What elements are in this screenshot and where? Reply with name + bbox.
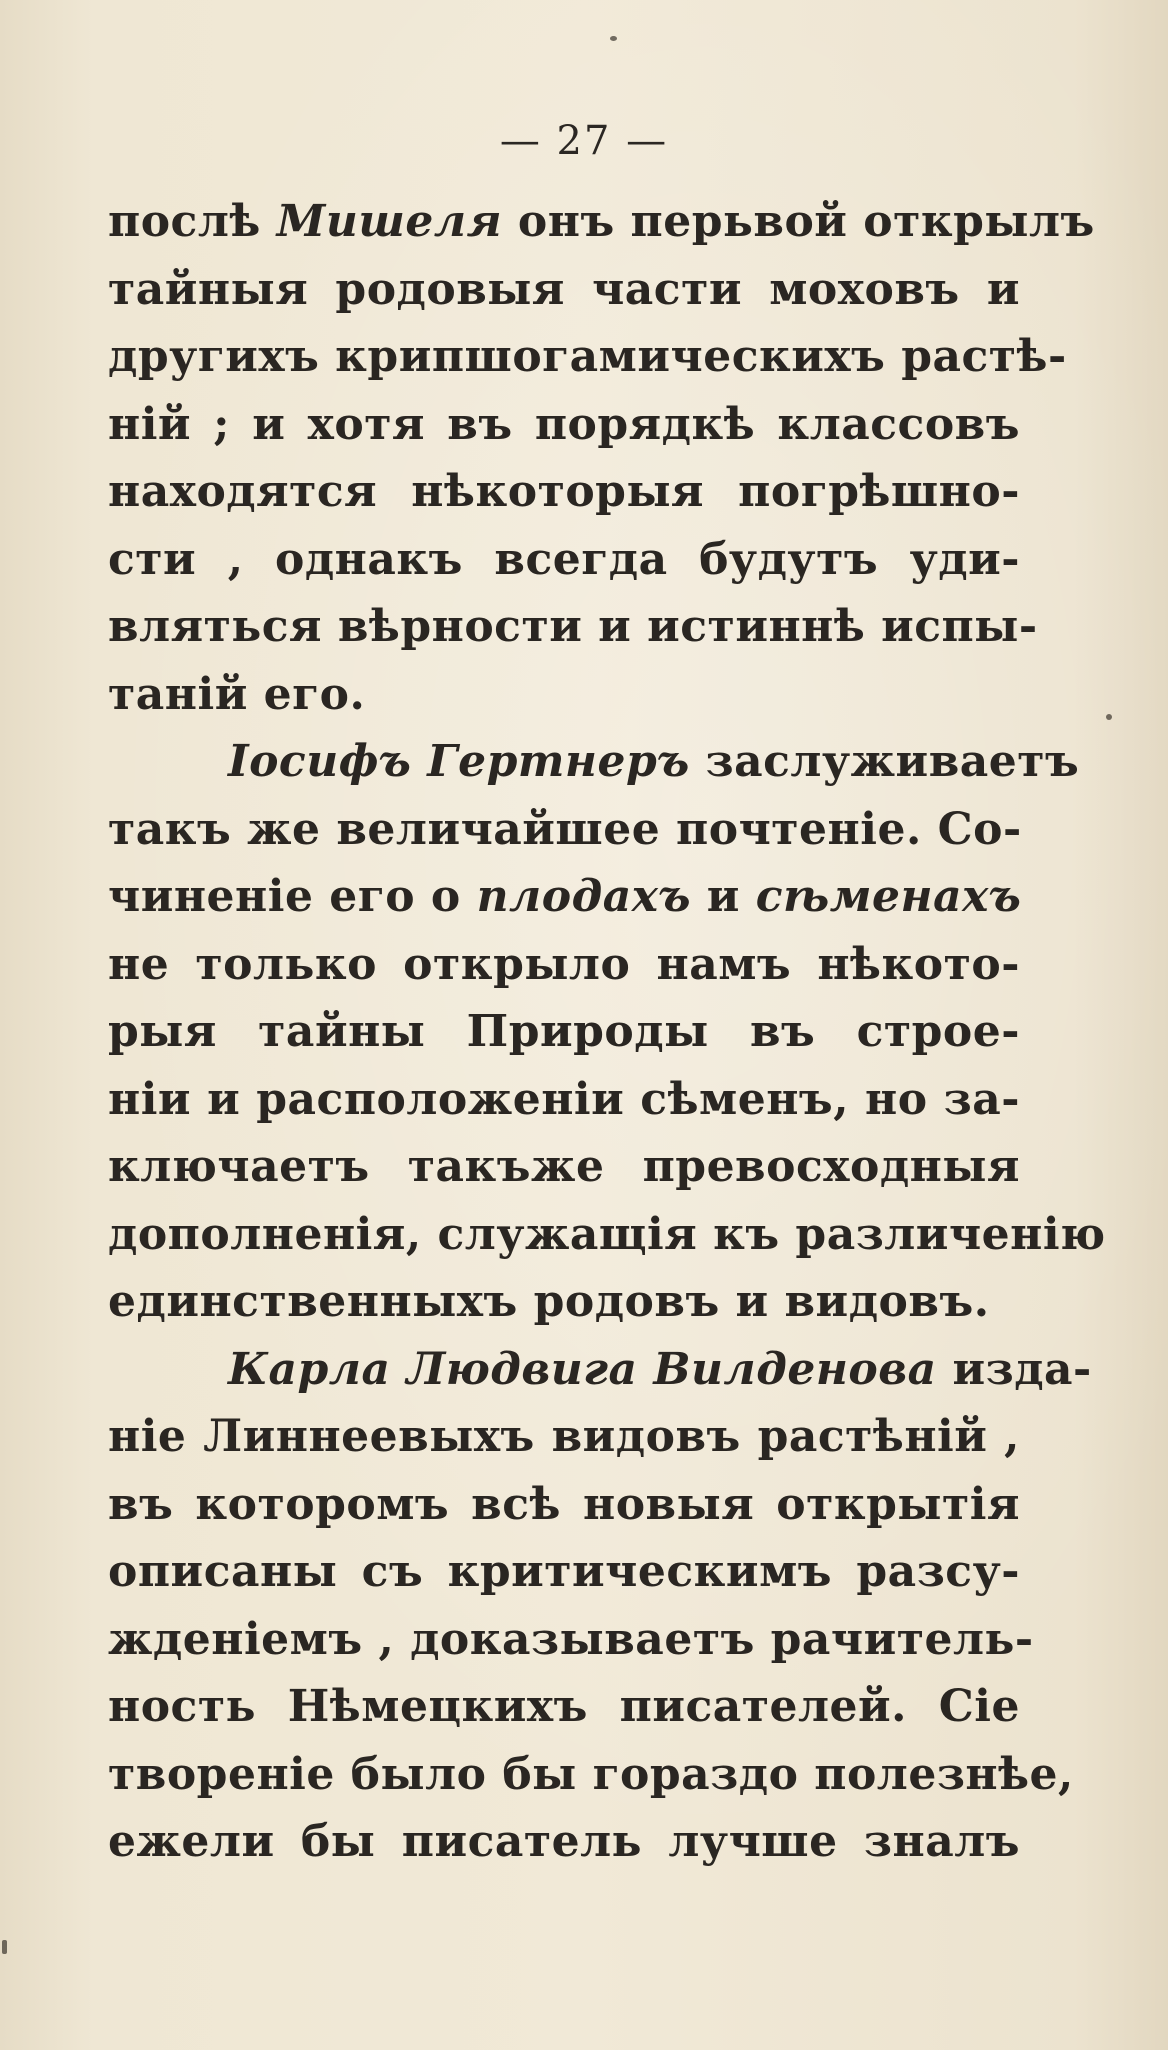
text-run: ежели бы писатель лучше зналъ bbox=[108, 1816, 1020, 1867]
text-line bbox=[108, 1808, 1020, 1876]
text-run: тайныя родовыя части моховъ и bbox=[108, 263, 1020, 315]
text-run: ній ; и хотя въ порядкѣ классовъ bbox=[108, 398, 1020, 450]
text-line bbox=[108, 458, 1020, 526]
text-run: послѣ bbox=[108, 196, 277, 247]
italic-text: Карла Людвига Вилденова bbox=[228, 1343, 937, 1395]
text-line bbox=[108, 796, 1020, 864]
ink-speck bbox=[2, 1940, 7, 1954]
body-text bbox=[108, 188, 1106, 1876]
text-line bbox=[108, 1471, 1020, 1539]
text-run: чиненіе его о bbox=[108, 871, 477, 922]
text-line bbox=[108, 1201, 1106, 1269]
text-line bbox=[108, 728, 1080, 796]
text-run: твореніе было бы гораздо полезнѣе, bbox=[108, 1748, 1074, 1800]
text-run: и bbox=[690, 871, 756, 922]
text-line bbox=[108, 526, 1020, 594]
text-run: ность Нѣмецкихъ писателей. Сіе bbox=[108, 1681, 1020, 1732]
text-line bbox=[108, 1741, 1074, 1809]
text-line bbox=[108, 188, 1095, 256]
text-run: таній его. bbox=[108, 668, 366, 720]
text-line bbox=[108, 323, 1067, 391]
italic-text: Іосифъ Гертнеръ bbox=[228, 736, 690, 787]
text-line bbox=[108, 1606, 1034, 1674]
text-line bbox=[108, 1133, 1020, 1201]
text-run: единственныхъ родовъ и видовъ. bbox=[108, 1276, 990, 1327]
text-run: ніи и расположеніи сѣменъ, но за- bbox=[108, 1073, 1020, 1125]
text-run: такъ же величайшее почтеніе. Со- bbox=[108, 803, 1022, 855]
page-number: — 27 — bbox=[499, 118, 669, 164]
text-run: жденіемъ , доказываетъ рачитель- bbox=[108, 1613, 1034, 1665]
text-line bbox=[108, 1066, 1020, 1134]
text-run: сти , однакъ всегда будутъ уди- bbox=[108, 533, 1020, 585]
text-run: описаны съ критическимъ разсу- bbox=[108, 1546, 1020, 1597]
text-run: находятся нѣкоторыя погрѣшно- bbox=[108, 466, 1020, 517]
text-run: вляться вѣрности и истиннѣ испы- bbox=[108, 601, 1038, 652]
text-line bbox=[108, 256, 1020, 324]
italic-text: плодахъ bbox=[476, 871, 691, 922]
text-line bbox=[108, 391, 1020, 459]
text-line bbox=[108, 931, 1020, 999]
ink-speck bbox=[610, 36, 617, 41]
text-run: онъ перьвой открылъ bbox=[502, 196, 1095, 247]
text-run: рыя тайны Природы въ строе- bbox=[108, 1006, 1020, 1057]
text-line bbox=[108, 1673, 1020, 1741]
text-run: изда- bbox=[936, 1343, 1092, 1395]
ink-speck bbox=[1106, 714, 1112, 720]
text-line bbox=[108, 1538, 1020, 1606]
text-run: другихъ крипшогамическихъ растѣ- bbox=[108, 331, 1067, 382]
italic-text: Мишеля bbox=[276, 196, 503, 247]
text-run: заслуживаетъ bbox=[689, 736, 1080, 787]
text-line bbox=[108, 998, 1020, 1066]
text-line bbox=[108, 1403, 1020, 1471]
text-run: ніе Линнеевыхъ видовъ растѣній , bbox=[108, 1411, 1020, 1462]
text-line bbox=[108, 661, 1020, 729]
text-line bbox=[108, 1336, 1092, 1404]
text-run: въ которомъ всѣ новыя открытія bbox=[108, 1478, 1020, 1530]
text-line bbox=[108, 863, 1020, 931]
text-run: дополненія, служащія къ различенію bbox=[108, 1208, 1106, 1260]
text-run: ключаетъ такъже превосходныя bbox=[108, 1141, 1020, 1192]
text-line bbox=[108, 1268, 1020, 1336]
text-line bbox=[108, 593, 1038, 661]
italic-text: сѣменахъ bbox=[755, 871, 1022, 922]
text-run: не только открыло намъ нѣкото- bbox=[108, 938, 1020, 990]
